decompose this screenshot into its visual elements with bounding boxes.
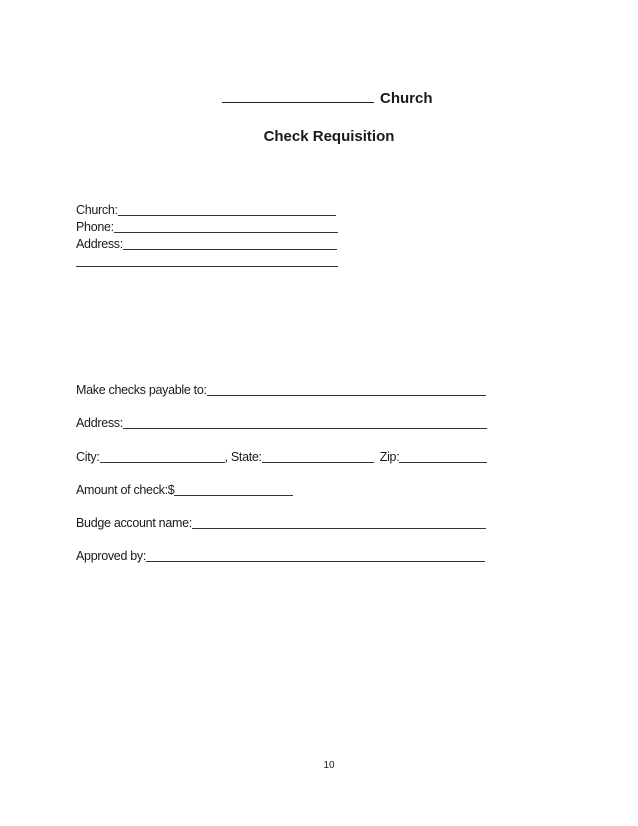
church-address-field[interactable] [123, 237, 337, 250]
approved-field[interactable] [146, 549, 485, 562]
zip-field[interactable] [399, 450, 487, 463]
budget-row [76, 516, 486, 530]
payable-field[interactable] [207, 383, 486, 396]
payee-address-row [76, 416, 487, 430]
approved-row [76, 549, 485, 563]
payee-address-field[interactable] [123, 416, 487, 429]
amount-label: Amount of check: [76, 483, 168, 497]
state-field[interactable] [262, 450, 374, 463]
church-title [222, 90, 433, 107]
payee-address-label: Address: [76, 416, 123, 430]
church-label: Church: [76, 203, 118, 217]
zip-label: Zip: [379, 450, 400, 464]
state-label: , State: [224, 450, 262, 464]
church-address-row [76, 237, 337, 251]
city-state-zip-row [76, 450, 487, 464]
phone-field[interactable] [114, 220, 338, 233]
church-row [76, 203, 336, 217]
amount-row [76, 483, 293, 497]
budget-label: Budge account name: [76, 516, 192, 530]
payable-label: Make checks payable to: [76, 383, 207, 397]
church-title-word: Church [380, 90, 433, 107]
amount-field[interactable] [174, 483, 293, 496]
phone-label: Phone: [76, 220, 114, 234]
amount-currency: $ [167, 483, 175, 497]
city-label: City: [76, 450, 100, 464]
church-address-line2-field[interactable] [76, 254, 338, 267]
church-address-label: Address: [76, 237, 123, 251]
approved-label: Approved by: [76, 549, 147, 563]
church-address-line2-row [76, 254, 338, 268]
phone-row [76, 220, 338, 234]
payable-row [76, 383, 486, 397]
city-field[interactable] [100, 450, 225, 463]
church-field[interactable] [118, 203, 336, 216]
page-number: 10 [323, 760, 335, 771]
budget-field[interactable] [192, 516, 486, 529]
church-name-blank[interactable] [222, 90, 374, 103]
page-title: Check Requisition [263, 128, 395, 145]
